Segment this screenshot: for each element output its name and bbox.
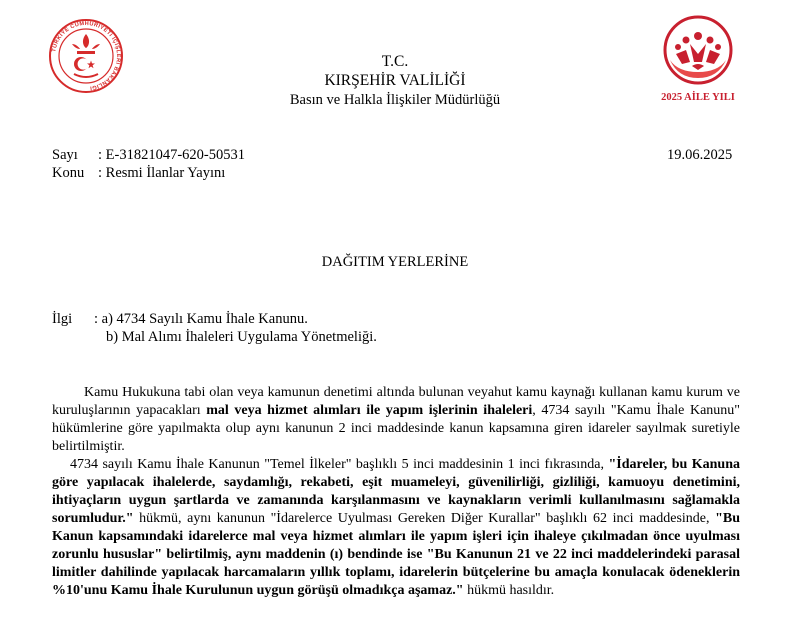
konu-value: : Resmi İlanlar Yayını [98, 165, 226, 181]
ilgi-item-b: b) Mal Alımı İhaleleri Uygulama Yönetmeliği. [106, 329, 377, 345]
distribution-title: DAĞITIM YERLERİNE [321, 254, 469, 270]
header-tc: T.C. [381, 53, 409, 70]
paragraph-2: 4734 sayılı Kamu İhale Kanunun "Temel İlkeler" başlıklı 5 inci maddesinin 1 inci fıkrasında, "İdareler, bu Kanuna göre yapılacak ihalelerde, saydamlığı, rekabeti, eşit muameleyi, güvenilirliği, gizliliği, kamuoyu denetimini, ihtiyaçların uygun şartlarda ve zamanında karşılanmasını ve kaynakların verimli kullanılmasını sağlamakla sorumludur." hükmü, aynı kanunun "İdarelerce Uyulması Gereken Diğer Kurallar" başlıklı 62 inci maddesinde, "Bu Kanun kapsamındaki idarelerce mal veya hizmet alımları ile yapım işleri için ihaleye çıkılmadan önce uyulması zorunlu hususlar" belirtilmiş, aynı maddenin (ı) bendinde ise "Bu Kanunun 21 ve 22 inci maddelerindeki parasal limitler dahilinde yapılacak harcamaların yıllık toplamı, idarelerin bütçelerine bu amaçla konulacak ödeneklerin %10'unu Kamu İhale Kurulunun uygun görüşü olmadıkça aşamaz." hükmü hasıldır. [52, 457, 740, 598]
body-text [52, 384, 740, 600]
konu-label: Konu [52, 165, 85, 181]
sayi-label: Sayı [52, 147, 78, 163]
svg-text:2025 AİLE YILI: 2025 AİLE YILI [661, 92, 735, 103]
header-department: Basın ve Halkla İlişkiler Müdürlüğü [289, 92, 501, 108]
document-date: 19.06.2025 [667, 147, 733, 163]
ilgi-label: İlgi [52, 311, 73, 327]
paragraph-1: Kamu Hukukuna tabi olan veya kamunun denetimi altında bulunan veyahut kamu kaynağı kullanan kamu kurum ve kuruluşlarının yapacakları mal veya hizmet alımları ile yapım işlerinin ihaleleri, 4734 sayılı "Kamu İhale Kanunu" hükümlerine göre yapılmakta olup aynı kanunun 2 inci maddesinde kanun kapsamına giren idareler sayılmak suretiyle belirtilmiştir. [52, 385, 741, 454]
sayi-value: : E-31821047-620-50531 [98, 147, 245, 163]
ilgi-item-a: : a) 4734 Sayılı Kamu İhale Kanunu. [94, 311, 308, 327]
svg-text:TÜRKİYE CUMHURİYETİ İÇİŞLERİ B: TÜRKİYE CUMHURİYETİ İÇİŞLERİ BAKANLIĞI [51, 20, 122, 91]
header-governorship: KIRŞEHİR VALİLİĞİ [324, 72, 466, 89]
